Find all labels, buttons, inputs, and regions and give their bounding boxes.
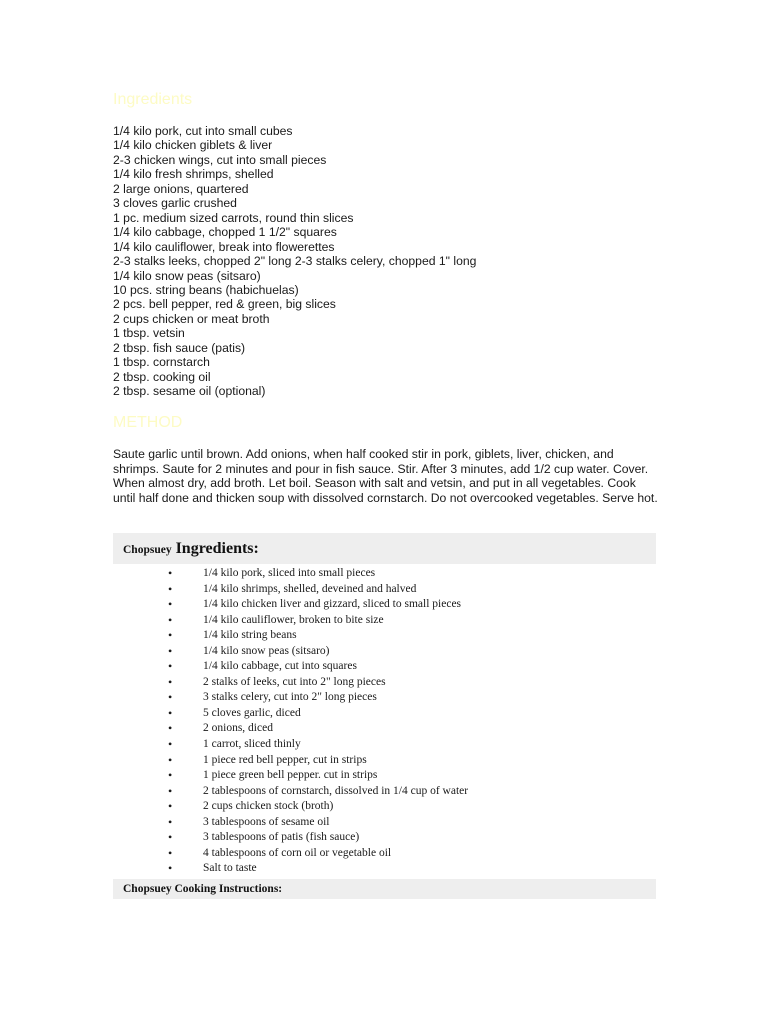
chopsuey-ingredient-text: 1/4 kilo chicken liver and gizzard, sliced to small pieces: [203, 598, 462, 611]
method-heading: METHOD: [113, 414, 183, 431]
chopsuey-ingredient-item: [113, 582, 468, 598]
ingredient-item: 2-3 stalks leeks, chopped 2" long 2-3 stalks celery, chopped 1" long: [113, 254, 477, 269]
bullet-icon: •: [168, 737, 173, 752]
bullet-icon: •: [168, 799, 173, 814]
ingredient-item: 2 large onions, quartered: [113, 181, 249, 196]
bullet-icon: •: [168, 674, 173, 689]
bullet-icon: •: [168, 721, 173, 736]
chopsuey-ingredient-item: [113, 753, 468, 769]
chopsuey-ingredient-text: 2 onions, diced: [203, 722, 273, 735]
bullet-icon: •: [168, 752, 173, 767]
chopsuey-ingredient-item: [113, 737, 468, 753]
chopsuey-ingredient-item: [113, 799, 468, 815]
bullet-icon: •: [168, 861, 173, 876]
bullet-icon: •: [168, 581, 173, 596]
ingredient-item: 1/4 kilo fresh shrimps, shelled: [113, 167, 274, 182]
chopsuey-ingredient-text: 2 stalks of leeks, cut into 2" long pieces: [203, 675, 386, 688]
chopsuey-ingredient-text: 2 tablespoons of cornstarch, dissolved in 1/4 cup of water: [203, 784, 469, 797]
chopsuey-ingredients-list: [113, 566, 468, 877]
chopsuey-ingredient-item: [113, 784, 468, 800]
bullet-icon: •: [168, 612, 173, 627]
chopsuey-ingredient-text: 1/4 kilo pork, sliced into small pieces: [203, 567, 376, 579]
chopsuey-ingredient-text: 5 cloves garlic, diced: [203, 706, 301, 719]
ingredient-item: 1/4 kilo cabbage, chopped 1 1/2" squares: [113, 225, 337, 240]
ingredient-item: 2 pcs. bell pepper, red & green, big slices: [113, 297, 336, 312]
bullet-icon: •: [168, 628, 173, 643]
chopsuey-ingredient-item: [113, 613, 468, 629]
chopsuey-ingredient-item: [113, 566, 468, 582]
chopsuey-header-title: Ingredients:: [175, 540, 259, 557]
ingredient-item: 1/4 kilo cauliflower, break into flowerettes: [113, 239, 335, 254]
ingredient-item: 2-3 chicken wings, cut into small pieces: [113, 152, 327, 167]
ingredient-item: 2 tbsp. cooking oil: [113, 369, 211, 384]
bullet-icon: •: [168, 830, 173, 845]
ingredient-item: 1 tbsp. vetsin: [113, 326, 185, 341]
bullet-icon: •: [168, 690, 173, 705]
chopsuey-ingredient-item: [113, 644, 468, 660]
bullet-icon: •: [168, 845, 173, 860]
method-text: Saute garlic until brown. Add onions, when half cooked stir in pork, giblets, liver, chicken, and shrimps. Saute for 2 minutes and pour in fish sauce. Stir. After 3 minutes, add 1/2 cup water. Cover. When almost dry, add broth. Let boil. Season with salt and vetsin, and put in all vegetables. Cook until half done and thicken soup with dissolved cornstarch. Do not overcooked vegetables. Serve hot.: [113, 447, 658, 505]
bullet-icon: •: [168, 783, 173, 798]
ingredient-item: 2 tbsp. fish sauce (patis): [113, 340, 246, 355]
chopsuey-ingredient-text: 1/4 kilo snow peas (sitsaro): [203, 644, 330, 657]
chopsuey-header-prefix: Chopsuey: [123, 544, 172, 556]
chopsuey-ingredient-text: 4 tablespoons of corn oil or vegetable oil: [203, 846, 392, 859]
ingredient-item: 1 tbsp. cornstarch: [113, 355, 210, 370]
chopsuey-ingredient-item: [113, 815, 468, 831]
bullet-icon: •: [168, 659, 173, 674]
chopsuey-ingredient-item: [113, 597, 468, 613]
chopsuey-ingredients-header: [113, 533, 656, 564]
ingredients-list: [113, 124, 476, 399]
chopsuey-ingredient-item: [113, 628, 468, 644]
chopsuey-ingredient-text: Salt to taste: [203, 862, 257, 875]
chopsuey-ingredient-item: [113, 846, 468, 862]
chopsuey-ingredient-item: [113, 659, 468, 675]
ingredient-item: 1/4 kilo chicken giblets & liver: [113, 138, 273, 153]
chopsuey-cooking-instructions-header: Chopsuey Cooking Instructions:: [113, 879, 656, 899]
bullet-icon: •: [168, 643, 173, 658]
ingredient-item: 10 pcs. string beans (habichuelas): [113, 282, 299, 297]
chopsuey-ingredient-text: 3 stalks celery, cut into 2" long pieces: [203, 691, 377, 704]
chopsuey-ingredient-text: 1 carrot, sliced thinly: [203, 738, 301, 751]
bullet-icon: •: [168, 705, 173, 720]
chopsuey-ingredient-text: 1/4 kilo cauliflower, broken to bite size: [203, 613, 384, 626]
chopsuey-ingredient-text: 1/4 kilo shrimps, shelled, deveined and halved: [203, 582, 417, 595]
chopsuey-ingredient-text: 3 tablespoons of patis (fish sauce): [203, 831, 360, 844]
bullet-icon: •: [168, 814, 173, 829]
bullet-icon: •: [168, 597, 173, 612]
bullet-icon: •: [168, 768, 173, 783]
ingredient-item: 2 cups chicken or meat broth: [113, 311, 270, 326]
chopsuey-ingredient-item: [113, 768, 468, 784]
chopsuey-ingredient-item: [113, 706, 468, 722]
chopsuey-ingredient-text: 1/4 kilo cabbage, cut into squares: [203, 660, 357, 673]
ingredients-heading: Ingredients: [113, 91, 193, 108]
ingredient-item: 1 pc. medium sized carrots, round thin slices: [113, 210, 354, 225]
chopsuey-ingredient-item: [113, 721, 468, 737]
chopsuey-ingredient-item: [113, 861, 468, 877]
chopsuey-ingredient-text: 2 cups chicken stock (broth): [203, 800, 334, 813]
chopsuey-ingredient-text: 1 piece red bell pepper, cut in strips: [203, 753, 367, 766]
chopsuey-ingredient-text: 1 piece green bell pepper. cut in strips: [203, 769, 378, 782]
chopsuey-ingredient-text: 3 tablespoons of sesame oil: [203, 815, 330, 828]
chopsuey-ingredient-text: 1/4 kilo string beans: [203, 629, 297, 642]
bullet-icon: •: [168, 566, 173, 580]
ingredient-item: 3 cloves garlic crushed: [113, 196, 237, 211]
chopsuey-ingredient-item: [113, 675, 468, 691]
ingredient-item: 1/4 kilo pork, cut into small cubes: [113, 124, 293, 138]
ingredient-item: 2 tbsp. sesame oil (optional): [113, 384, 266, 399]
ingredient-item: 1/4 kilo snow peas (sitsaro): [113, 268, 261, 283]
chopsuey-ingredient-item: [113, 690, 468, 706]
chopsuey-ingredient-item: [113, 830, 468, 846]
